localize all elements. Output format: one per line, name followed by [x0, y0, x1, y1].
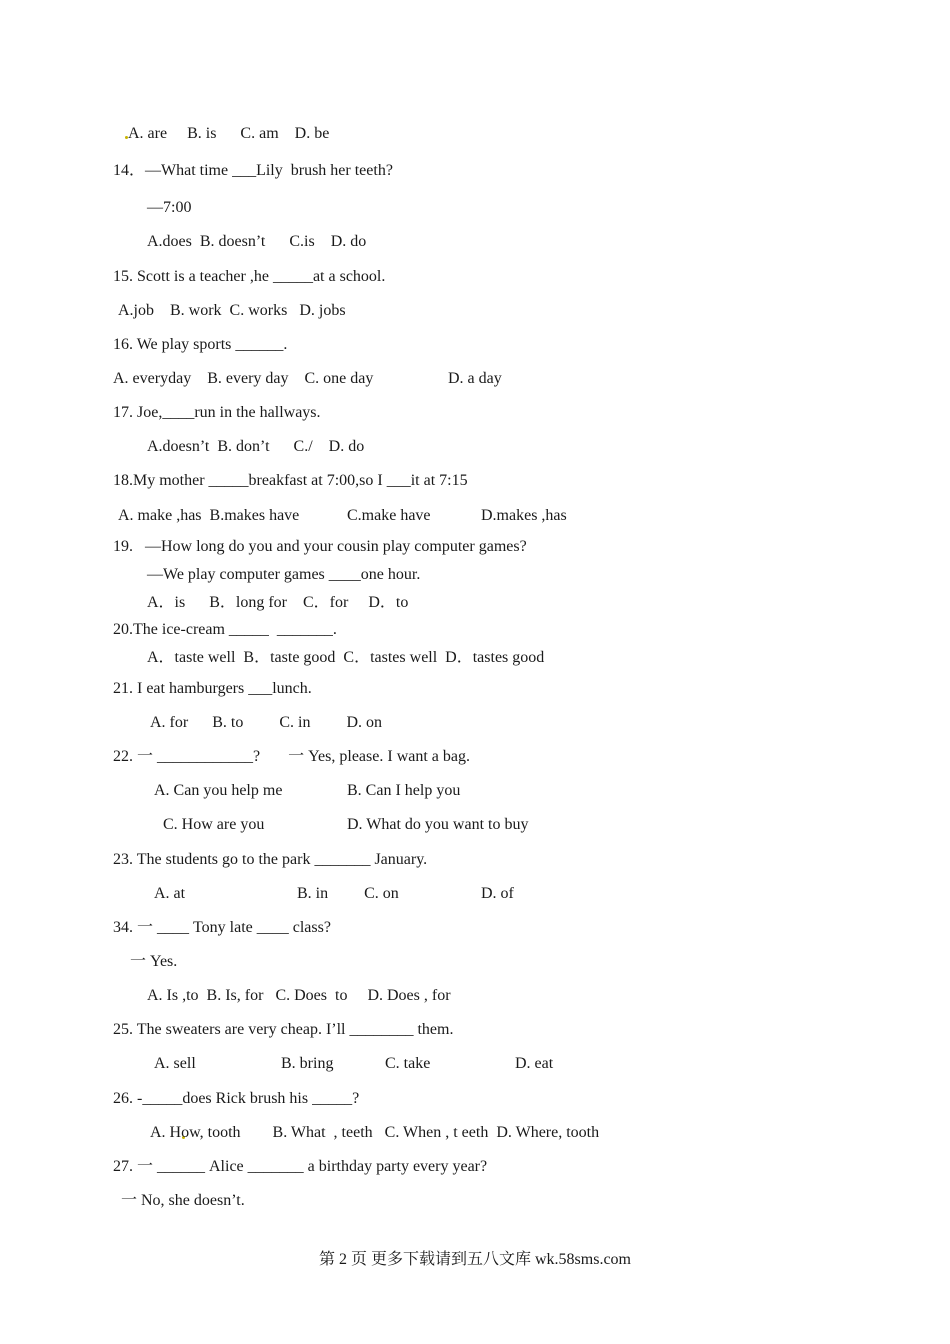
- q23-option-a: A. at: [154, 885, 186, 902]
- q16-question: 16. We play sports ______.: [113, 336, 288, 353]
- q22-option-a: A. Can you help me: [154, 782, 283, 799]
- q23-options-bc: B. in C. on: [297, 885, 399, 902]
- q24-question: 34. 一 ____ Tony late ____ class?: [113, 919, 331, 936]
- q14-options: A.does B. doesn’t C.is D. do: [147, 233, 367, 250]
- q23-question: 23. The students go to the park _______ January.: [113, 851, 428, 868]
- q18-option-d: D.makes ,has: [481, 507, 567, 524]
- q22-option-d: D. What do you want to buy: [347, 816, 529, 833]
- q17-options: A.doesn’t B. don’t C./ D. do: [147, 438, 365, 455]
- q14-answer-line: —7:00: [147, 199, 192, 216]
- q26-question: 26. -_____does Rick brush his _____?: [113, 1090, 360, 1107]
- q25-option-a: A. sell: [154, 1055, 196, 1072]
- q22-option-b: B. Can I help you: [347, 782, 461, 799]
- q21-question: 21. I eat hamburgers ___lunch.: [113, 680, 312, 697]
- q15-question: 15. Scott is a teacher ,he _____at a school.: [113, 268, 386, 285]
- q19-answer-line: —We play computer games ____one hour.: [147, 566, 421, 583]
- q14-question: 14．—What time ___Lily brush her teeth?: [113, 162, 393, 179]
- q13-options: A. are B. is C. am D. be: [128, 125, 330, 142]
- q25-option-d: D. eat: [515, 1055, 554, 1072]
- q25-question: 25. The sweaters are very cheap. I’ll ________ them.: [113, 1021, 454, 1038]
- q26-options: A. How, tooth B. What , teeth C. When , t eeth D. Where, tooth: [150, 1124, 600, 1141]
- q27-answer-line: 一 No, she doesn’t.: [121, 1192, 245, 1209]
- q24-options: A. Is ,to B. Is, for C. Does to D. Does , for: [147, 987, 451, 1004]
- q16-options-abc: A. everyday B. every day C. one day: [113, 370, 374, 387]
- q22-question: 22. 一 ____________? 一 Yes, please. I want a bag.: [113, 748, 470, 765]
- q18-options-ab: A. make ,has B.makes have: [118, 507, 300, 524]
- q20-options: A．taste well B．taste good C．tastes well D．tastes good: [147, 649, 545, 666]
- q17-question: 17. Joe,____run in the hallways.: [113, 404, 321, 421]
- q18-option-c: C.make have: [347, 507, 431, 524]
- q23-option-d: D. of: [481, 885, 514, 902]
- q25-option-b: B. bring: [281, 1055, 334, 1072]
- q22-option-c: C. How are you: [163, 816, 265, 833]
- q25-option-c: C. take: [385, 1055, 431, 1072]
- q21-options: A. for B. to C. in D. on: [150, 714, 382, 731]
- q19-question: 19. —How long do you and your cousin play computer games?: [113, 538, 527, 555]
- page-footer: 第 2 页 更多下载请到五八文库 wk.58sms.com: [318, 1251, 631, 1268]
- q20-question: 20.The ice-cream _____ _______.: [113, 621, 337, 638]
- q27-question: 27. 一 ______ Alice _______ a birthday party every year?: [113, 1158, 488, 1175]
- q16-option-d: D. a day: [448, 370, 502, 387]
- q24-answer-line: 一 Yes.: [130, 953, 178, 970]
- q15-options: A.job B. work C. works D. jobs: [118, 302, 346, 319]
- q19-options: A．is B．long for C．for D．to: [147, 594, 409, 611]
- q18-question: 18.My mother _____breakfast at 7:00,so I ___it at 7:15: [113, 472, 468, 489]
